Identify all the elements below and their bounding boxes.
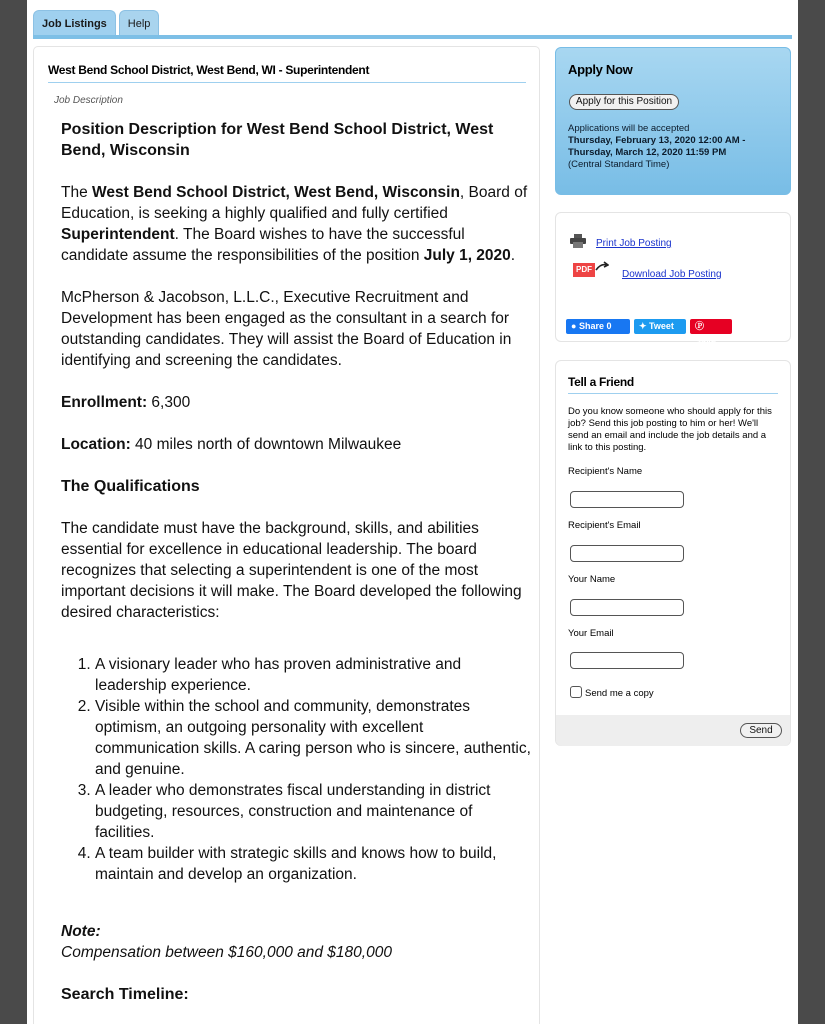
- your-email-input[interactable]: [570, 652, 684, 669]
- search-timeline-heading: Search Timeline:: [61, 986, 189, 1003]
- recipient-name-label: Recipient's Name: [568, 466, 643, 477]
- job-title: West Bend School District, West Bend, WI - Superintendent: [48, 63, 526, 83]
- pinterest-save-button[interactable]: Ⓟ Save: [690, 319, 732, 334]
- tell-friend-title: Tell a Friend: [568, 375, 778, 394]
- page: [27, 0, 798, 1024]
- list-item: 1. A visionary leader who has proven administrative and leadership experience.: [95, 654, 531, 696]
- note: Note: Compensation between $160,000 and $180,000: [61, 923, 392, 961]
- facebook-share-button[interactable]: ● Share 0: [566, 319, 630, 334]
- twitter-icon: ✦: [639, 321, 650, 331]
- apply-button[interactable]: Apply for this Position: [569, 94, 679, 110]
- posting-tools-panel: [555, 212, 791, 346]
- section-label: Job Description: [54, 95, 123, 106]
- your-name-label: Your Name: [568, 574, 616, 585]
- apply-title: Apply Now: [568, 62, 633, 77]
- tab-job-listings[interactable]: Job Listings: [33, 10, 116, 37]
- send-copy-checkbox[interactable]: [570, 686, 582, 698]
- print-link[interactable]: Print Job Posting: [596, 238, 672, 249]
- tell-friend-description: Do you know someone who should apply for this job? Send this job posting to him or her! We'll send an email and include the job details and a link to this posting.: [568, 406, 772, 453]
- apply-now-panel: [555, 47, 791, 195]
- list-item: 2. Visible within the school and community, demonstrates optimism, an outgoing personality with excellent communication skills. A caring person who is sincere, authentic, and genuine.: [95, 696, 531, 780]
- enrollment: Enrollment: 6,300: [61, 394, 191, 411]
- download-link[interactable]: Download Job Posting: [622, 269, 722, 280]
- your-name-input[interactable]: [570, 599, 684, 616]
- qualifications-paragraph: The candidate must have the background, skills, and abilities essential for excellence in educational leadership. The board recognizes that selecting a superintendent is one of the most important decisions it will make. The Board developed the following desired characteristics:: [61, 520, 522, 621]
- list-item: 4. A team builder with strategic skills and knows how to build, maintain and develop an organization.: [95, 843, 531, 885]
- list-item: 3. A leader who demonstrates fiscal understanding in district budgeting, resources, construction and maintenance of facilities.: [95, 780, 531, 843]
- tab-underline: [33, 35, 792, 39]
- facebook-icon: ●: [571, 321, 579, 331]
- pinterest-icon: Ⓟ: [695, 321, 705, 331]
- printer-icon[interactable]: [570, 234, 586, 248]
- consultant-paragraph: McPherson & Jacobson, L.L.C., Executive Recruitment and Development has been engaged as the consultant in a search for outstanding candidates. They will assist the Board of Education in identifying and screening the candidates.: [61, 289, 512, 369]
- arrow-icon: [595, 261, 609, 271]
- tell-friend-footer: [556, 715, 790, 746]
- tweet-button[interactable]: ✦ Tweet: [634, 319, 686, 334]
- job-content: [61, 119, 531, 1024]
- recipient-email-input[interactable]: [570, 545, 684, 562]
- recipient-email-label: Recipient's Email: [568, 520, 641, 531]
- recipient-name-input[interactable]: [570, 491, 684, 508]
- tab-help[interactable]: Help: [119, 10, 160, 37]
- your-email-label: Your Email: [568, 628, 614, 639]
- pdf-icon[interactable]: PDF: [573, 263, 595, 277]
- qualifications-heading: The Qualifications: [61, 478, 200, 495]
- characteristics-list: [95, 654, 531, 885]
- send-copy-label: Send me a copy: [585, 688, 654, 699]
- send-button[interactable]: Send: [740, 723, 782, 738]
- application-dates: Applications will be accepted Thursday, February 13, 2020 12:00 AM - Thursday, March 12, 2020 11:59 PM (Central Standard Time): [568, 123, 746, 170]
- position-heading: Position Description for West Bend School District, West Bend, Wisconsin: [61, 121, 494, 159]
- tab-bar: [33, 10, 159, 37]
- location: Location: 40 miles north of downtown Milwaukee: [61, 436, 402, 453]
- job-description-panel: [33, 46, 540, 1024]
- tell-a-friend-panel: [555, 360, 791, 746]
- intro-paragraph: The West Bend School District, West Bend, Wisconsin, Board of Education, is seeking a highly qualified and fully certified Superintendent. The Board wishes to have the successful candidate assume the responsibilities of the position July 1, 2020.: [61, 184, 528, 264]
